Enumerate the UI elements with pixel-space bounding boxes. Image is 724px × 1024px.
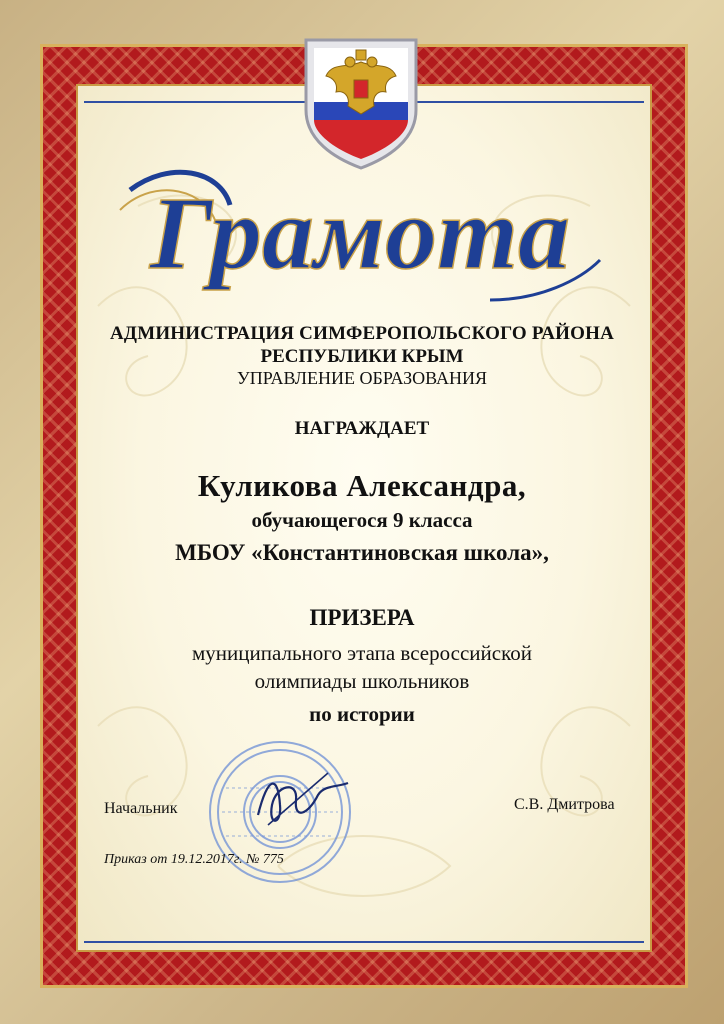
olympiad-stage-line-1: муниципального этапа всероссийской <box>192 641 532 665</box>
prize-label: ПРИЗЕРА <box>309 605 415 630</box>
awards-label: НАГРАЖДАЕТ <box>294 418 430 439</box>
chief-name: С.В. Дмитрова <box>514 796 615 813</box>
issuer-line-2: РЕСПУБЛИКИ КРЫМ <box>260 346 464 367</box>
recipient-name: Куликова Александра, <box>197 468 527 503</box>
order-reference: Приказ от 19.12.2017г. № 775 <box>104 852 284 867</box>
issuer-line-1: АДМИНИСТРАЦИЯ СИМФЕРОПОЛЬСКОГО РАЙОНА <box>110 323 614 344</box>
issuer-line-3: УПРАВЛЕНИЕ ОБРАЗОВАНИЯ <box>237 368 487 388</box>
school-line: МБОУ «Константиновская школа», <box>175 540 549 565</box>
subject-line: по истории <box>309 702 415 726</box>
olympiad-stage-line-2: олимпиады школьников <box>254 669 470 693</box>
student-line: обучающегося 9 класса <box>251 508 473 532</box>
signature-icon <box>238 765 358 835</box>
certificate-title-text: Грамота <box>149 176 571 291</box>
certificate-title <box>110 150 610 310</box>
bottom-blue-rule <box>84 941 644 943</box>
chief-label: Начальник <box>104 800 178 817</box>
